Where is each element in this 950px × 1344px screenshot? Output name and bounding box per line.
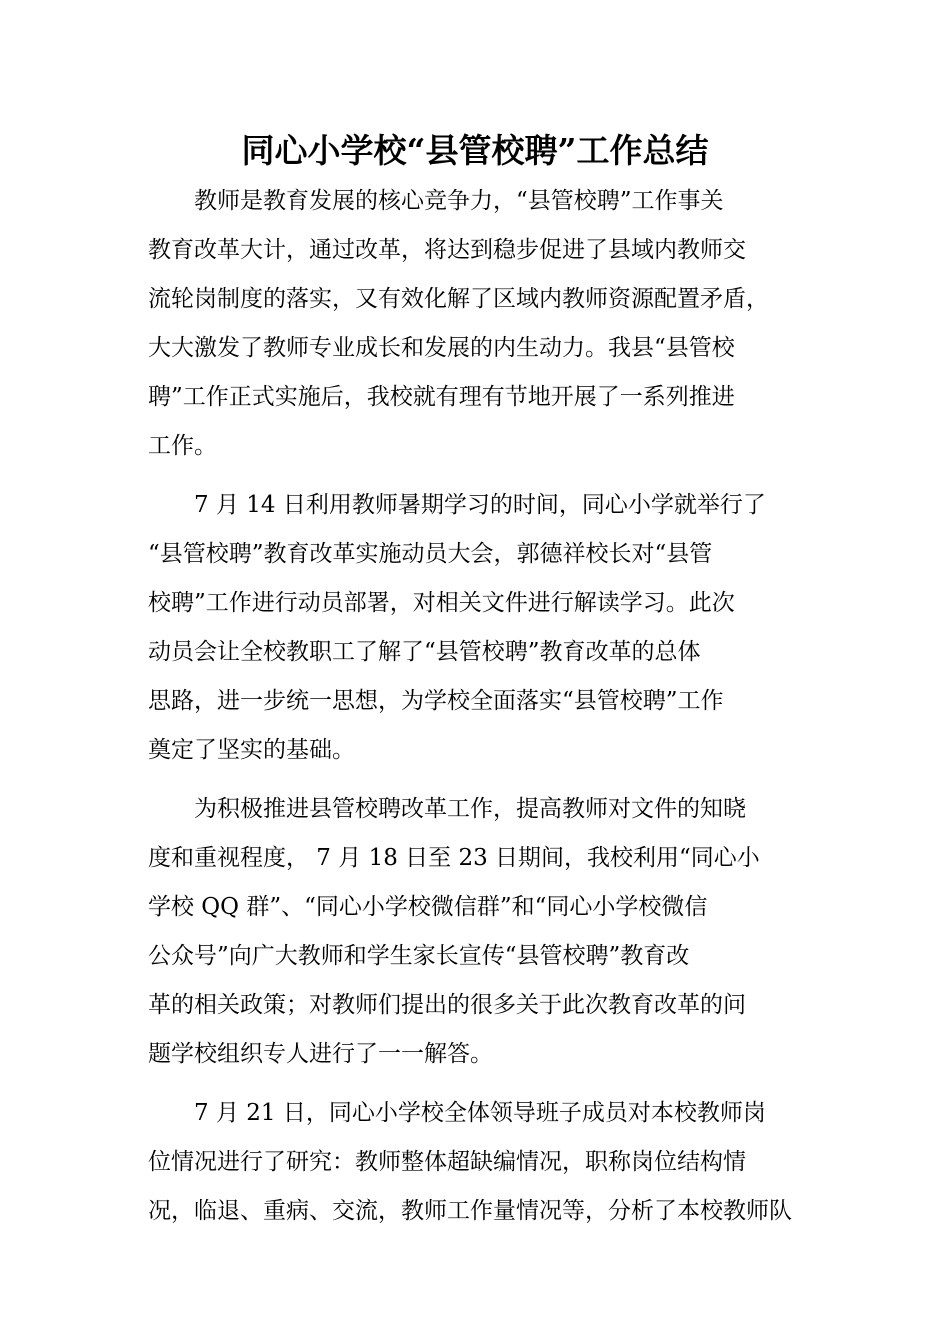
paragraph-2	[148, 481, 810, 775]
text-line: 7 月 21 日，同心小学校全体领导班子成员对本校教师岗	[194, 1100, 766, 1126]
text-line: 教育改革大计，通过改革，将达到稳步促进了县域内教师交	[148, 237, 746, 263]
paragraph-gap	[148, 471, 810, 481]
text-line: 度和重视程度， 7 月 18 日至 23 日期间，我校利用“同心小	[148, 845, 760, 871]
text-line: 7 月 14 日利用教师暑期学习的时间，同心小学就举行了	[194, 492, 766, 518]
text-line: 况，临退、重病、交流，教师工作量情况等，分析了本校教师队	[148, 1198, 792, 1224]
text-line: 流轮岗制度的落实，又有效化解了区域内教师资源配置矛盾，	[148, 286, 769, 312]
paragraph-gap	[148, 1079, 810, 1089]
text-line: 公众号”向广大教师和学生家长宣传“县管校聘”教育改	[148, 943, 690, 969]
text-line: 动员会让全校教职工了解了“县管校聘”教育改革的总体	[148, 639, 701, 665]
document-body	[148, 177, 810, 1236]
text-line: 题学校组织专人进行了一一解答。	[148, 1041, 493, 1067]
text-line: 大大激发了教师专业成长和发展的内生动力。我县“县管校	[148, 335, 735, 361]
paragraph-gap	[148, 775, 810, 785]
paragraph-1	[148, 177, 810, 471]
text-line: “县管校聘”教育改革实施动员大会，郭德祥校长对“县管	[148, 541, 713, 567]
text-line: 学校 QQ 群”、“同心小学校微信群”和“同心小学校微信	[148, 894, 708, 920]
text-line: 奠定了坚实的基础。	[148, 737, 355, 763]
text-line: 思路，进一步统一思想，为学校全面落实“县管校聘”工作	[148, 688, 724, 714]
text-line: 校聘”工作进行动员部署，对相关文件进行解读学习。此次	[148, 590, 735, 616]
paragraph-3	[148, 785, 810, 1079]
text-line: 聘”工作正式实施后，我校就有理有节地开展了一系列推进	[148, 384, 735, 410]
document-title: 同心小学校“县管校聘”工作总结	[241, 131, 709, 170]
paragraph-4	[148, 1089, 810, 1236]
text-line: 为积极推进县管校聘改革工作，提高教师对文件的知晓	[194, 796, 746, 822]
text-line: 位情况进行了研究：教师整体超缺编情况，职称岗位结构情	[148, 1149, 746, 1175]
text-line: 革的相关政策；对教师们提出的很多关于此次教育改革的问	[148, 992, 746, 1018]
text-line: 工作。	[148, 433, 217, 459]
text-line: 教师是教育发展的核心竞争力，“县管校聘”工作事关	[194, 188, 724, 214]
